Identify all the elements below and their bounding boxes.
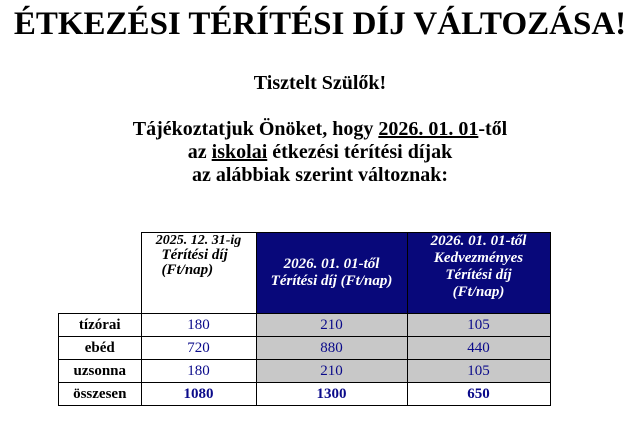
table-header-row (59, 233, 551, 314)
table-row (59, 360, 551, 383)
info-line-2 (0, 141, 640, 164)
header-discounted-fee-date: 2026. 01. 01-től (430, 233, 527, 249)
info-line-1 (0, 118, 640, 141)
header-old-fee-unit: (Ft/nap) (161, 262, 214, 278)
table-row (59, 314, 551, 337)
old-fee-cell: 180 (141, 314, 256, 337)
header-new-fee-label: Térítési díj (Ft/nap) (270, 273, 393, 289)
header-new-fee (256, 233, 407, 314)
header-old-fee-date: 2025. 12. 31-ig (155, 233, 242, 248)
old-fee-total: 1080 (141, 383, 256, 406)
page-title: ÉTKEZÉSI TÉRÍTÉSI DÍJ VÁLTOZÁSA! (13, 6, 627, 42)
header-discounted-fee (407, 233, 550, 314)
row-label: összesen (59, 383, 142, 406)
header-discounted-fee-label2: Térítési díj (445, 267, 512, 283)
info-line-2-pre: az (187, 141, 212, 163)
discounted-fee-cell: 105 (407, 314, 550, 337)
new-fee-cell: 880 (256, 337, 407, 360)
header-discounted-fee-unit: (Ft/nap) (452, 284, 505, 300)
discounted-fee-total: 650 (407, 383, 550, 406)
new-fee-cell: 210 (256, 314, 407, 337)
discounted-fee-cell: 440 (407, 337, 550, 360)
header-old-fee (141, 233, 256, 314)
new-fee-cell: 210 (256, 360, 407, 383)
header-discounted-fee-label1: Kedvezményes (433, 250, 524, 266)
discounted-fee-cell: 105 (407, 360, 550, 383)
info-line-1-post: -től (478, 118, 508, 140)
row-label: uzsonna (59, 360, 142, 383)
row-label: tízórai (59, 314, 142, 337)
old-fee-cell: 180 (141, 360, 256, 383)
new-fee-total: 1300 (256, 383, 407, 406)
greeting: Tisztelt Szülők! (253, 72, 387, 94)
info-line-3: az alábbiak szerint változnak: (191, 164, 449, 186)
row-label: ebéd (59, 337, 142, 360)
table-row (59, 337, 551, 360)
effective-date: 2026. 01. 01 (378, 118, 479, 140)
header-new-fee-date: 2026. 01. 01-től (283, 256, 380, 272)
info-line-1-pre: Tájékoztatjuk Önöket, hogy (132, 118, 379, 140)
table-corner (59, 233, 142, 314)
table-total-row (59, 383, 551, 406)
info-line-2-post: étkezési térítési díjak (267, 141, 453, 163)
header-old-fee-label: Térítési díj (161, 247, 228, 263)
old-fee-cell: 720 (141, 337, 256, 360)
info-text (0, 118, 640, 187)
fee-table (58, 232, 551, 406)
school-word: iskolai (211, 141, 268, 163)
